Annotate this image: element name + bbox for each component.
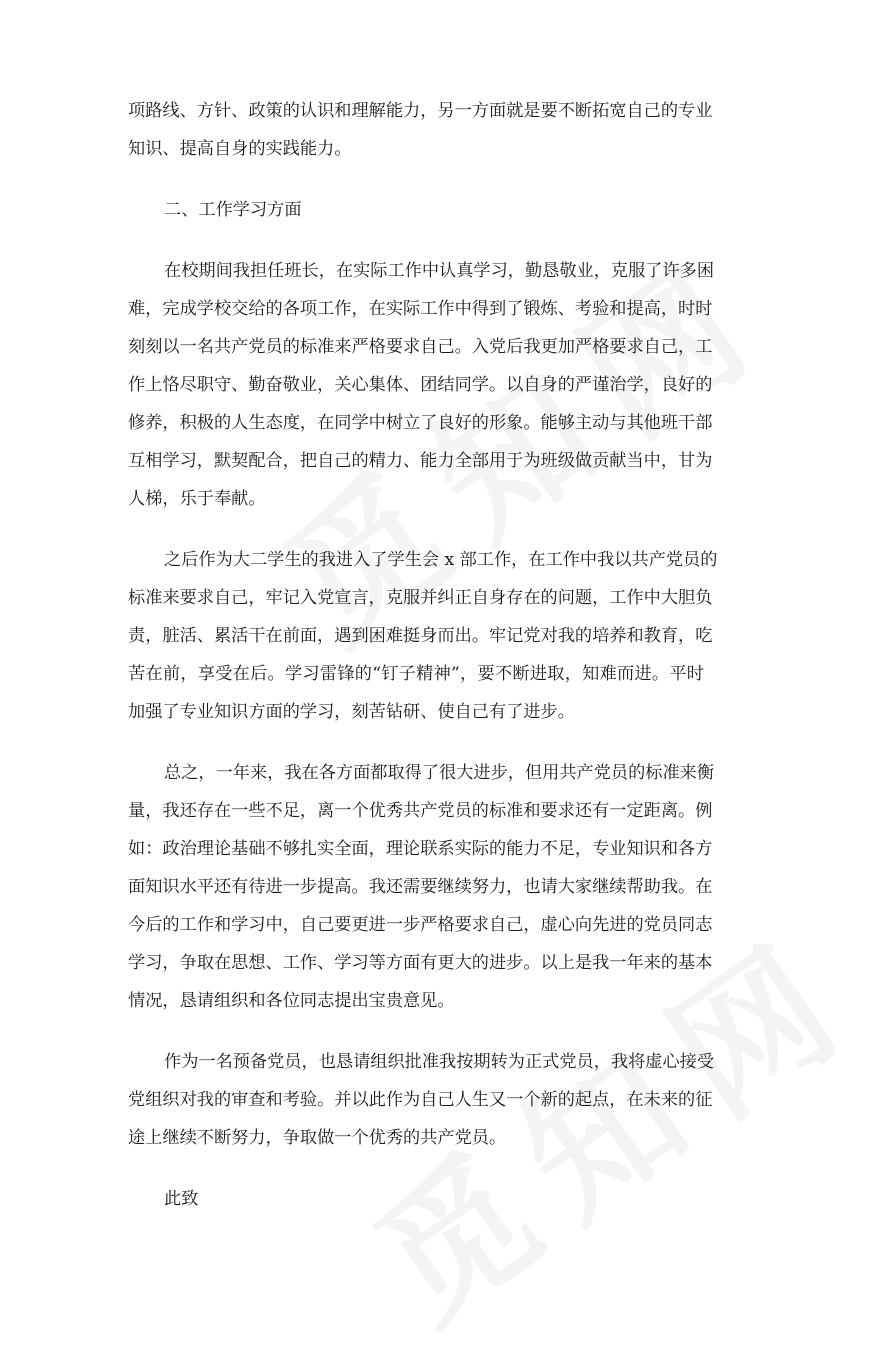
paragraph-p2 [128,191,704,229]
paragraph-gap [128,1157,704,1180]
text-line: 刻刻以一名共产党员的标准来严格要求自己。入党后我更加严格要求自己，工 [128,337,713,357]
text-line: 今后的工作和学习中，自己要更进一步严格要求自己，虚心向先进的党员同志 [128,915,713,935]
document-body [128,92,718,1218]
paragraph-p4 [128,541,718,731]
text-line: 二、工作学习方面 [164,200,302,220]
text-line: 难，完成学校交给的各项工作，在实际工作中得到了锻炼、考验和提高，时时 [128,299,713,319]
paragraph-p1 [128,92,713,168]
paragraph-p5 [128,754,715,1020]
text-line: 途上继续不断努力，争取做一个优秀的共产党员。 [128,1128,507,1148]
text-line: 总之，一年来，我在各方面都取得了很大进步，但用共产党员的标准来衡 [164,763,715,783]
text-line: 在校期间我担任班长，在实际工作中认真学习，勤恳敬业，克服了许多困 [164,261,715,281]
paragraph-gap [128,731,704,754]
text-line: 作上恪尽职守、勤奋敬业，关心集体、团结同学。以自身的严谨治学，良好的 [128,375,713,395]
text-line: 互相学习，默契配合，把自己的精力、能力全部用于为班级做贡献当中，甘为 [128,451,713,471]
text-line: 修养，积极的人生态度，在同学中树立了良好的形象。能够主动与其他班干部 [128,413,713,433]
text-line: 标准来要求自己，牢记入党宣言，克服并纠正自身存在的问题，工作中大胆负 [128,588,713,608]
text-line: 作为一名预备党员，也恳请组织批准我按期转为正式党员，我将虚心接受 [164,1052,715,1072]
paragraph-p6 [128,1043,715,1157]
paragraph-p7 [128,1180,704,1218]
text-line: 情况，恳请组织和各位同志提出宝贵意见。 [128,991,455,1011]
text-line: 知识、提高自身的实践能力。 [128,139,352,159]
text-line: 加强了专业知识方面的学习，刻苦钻研、使自己有了进步。 [128,702,575,722]
text-line: 面知识水平还有待进一步提高。我还需要继续努力，也请大家继续帮助我。在 [128,877,713,897]
text-line: 项路线、方针、政策的认识和理解能力，另一方面就是要不断拓宽自己的专业 [128,101,713,121]
paragraph-gap [128,168,704,191]
paragraph-gap [128,1020,704,1043]
paragraph-p3 [128,252,715,518]
text-line: 学习，争取在思想、工作、学习等方面有更大的进步。以上是我一年来的基本 [128,953,713,973]
text-line: 人梯，乐于奉献。 [128,489,266,509]
text-line: 如：政治理论基础不够扎实全面，理论联系实际的能力不足，专业知识和各方 [128,839,713,859]
text-line: 苦在前，享受在后。学习雷锋的“钉子精神”，要不断进取，知难而进。平时 [128,664,704,684]
text-line: 党组织对我的审查和考验。并以此作为自己人生又一个新的起点，在未来的征 [128,1090,713,1110]
text-line: 之后作为大二学生的我进入了学生会 x 部工作，在工作中我以共产党员的 [164,550,718,570]
text-line: 责，脏活、累活干在前面，遇到困难挺身而出。牢记党对我的培养和教育，吃 [128,626,713,646]
text-line: 此致 [164,1189,199,1209]
text-line: 量，我还存在一些不足，离一个优秀共产党员的标准和要求还有一定距离。例 [128,801,713,821]
paragraph-gap [128,518,704,541]
paragraph-gap [128,229,704,252]
